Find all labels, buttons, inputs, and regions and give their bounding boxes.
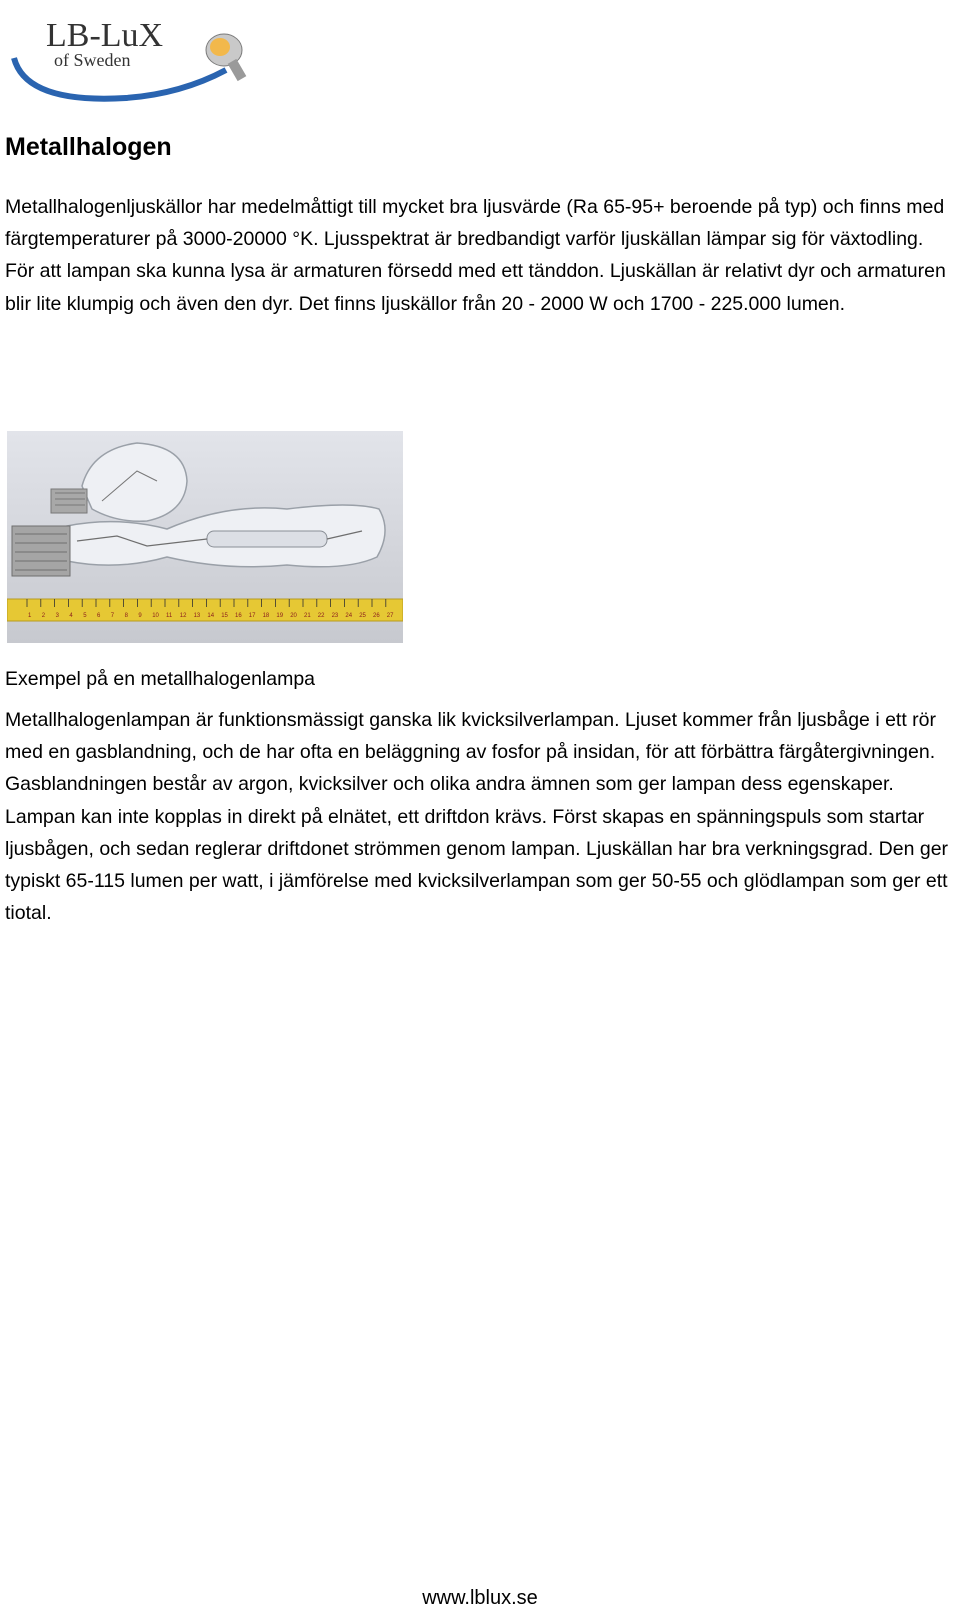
ruler-label: 20 <box>290 613 297 619</box>
ruler-label: 13 <box>193 613 201 619</box>
ruler-label: 14 <box>207 613 215 619</box>
ruler-label: 10 <box>152 613 159 619</box>
ruler-label: 1 <box>28 613 32 619</box>
ruler-label: 16 <box>235 613 242 619</box>
ruler-label: 2 <box>41 613 46 619</box>
intro-paragraph: Metallhalogenljuskällor har medelmåttigt till mycket bra ljusvärde (Ra 65-95+ beroende på typ) och finns med färgtemperaturer på 3000-20000 °K. Ljusspektrat är bredbandigt varför ljuskällan lämpar sig för växtodling. För att lampan ska kunna lysa är armaturen försedd med ett tänddon. Ljuskällan är relativt dyr och armaturen blir lite klumpig och även den dyr. Det finns ljuskällor från 20 - 2000 W och 1700 - 225.000 lumen. <box>5 196 946 315</box>
ruler-label: 23 <box>331 613 339 619</box>
ruler-label: 12 <box>179 613 187 619</box>
logo-tagline: of Sweden <box>54 50 131 70</box>
ruler-label: 15 <box>221 613 228 619</box>
footer-url[interactable]: www.lblux.se <box>422 1587 538 1609</box>
lb-lux-logo <box>6 0 256 105</box>
ruler-label: 27 <box>386 613 394 619</box>
ruler-label: 3 <box>55 613 59 619</box>
metal-halide-lamp-photo <box>7 431 403 643</box>
page-title: Metallhalogen <box>5 133 172 161</box>
ruler-label: 9 <box>138 613 142 619</box>
ruler-label: 18 <box>262 613 270 619</box>
ruler-label: 8 <box>124 613 128 619</box>
ruler-label: 25 <box>359 613 366 619</box>
ruler-label: 6 <box>97 613 101 619</box>
logo-brand: LB-LuX <box>46 17 164 54</box>
ruler-label: 4 <box>69 613 73 619</box>
tape-measure <box>7 599 403 621</box>
ruler-label: 7 <box>110 613 115 619</box>
ruler-label: 26 <box>373 613 380 619</box>
figure-caption: Exempel på en metallhalogenlampa <box>5 668 316 690</box>
ruler-label: 19 <box>276 613 284 619</box>
ruler-label: 5 <box>83 613 87 619</box>
ruler-label: 11 <box>166 613 173 619</box>
ruler-label: 21 <box>304 613 311 619</box>
ruler-label: 17 <box>248 613 256 619</box>
ruler-label: 24 <box>345 613 353 619</box>
body-paragraph: Metallhalogenlampan är funktionsmässigt ganska lik kvicksilverlampan. Ljuset kommer från ljusbåge i ett rör med en gasblandning, och de har ofta en beläggning av fosfor på insidan, för att förbättra färgåtergivningen. Gasblandningen består av argon, kvicksilver och olika andra ämnen som ger lampan dess egenskaper. Lampan kan inte kopplas in direkt på elnätet, ett driftdon krävs. Först skapas en spänningspuls som startar ljusbågen, och sedan reglerar driftdonet strömmen genom lampan. Ljuskällan har bra verkningsgrad. Den ger typiskt 65-115 lumen per watt, i jämförelse med kvicksilverlampan som ger 50-55 och glödlampan som ger ett tiotal. <box>5 709 949 925</box>
ruler-label: 22 <box>317 613 325 619</box>
